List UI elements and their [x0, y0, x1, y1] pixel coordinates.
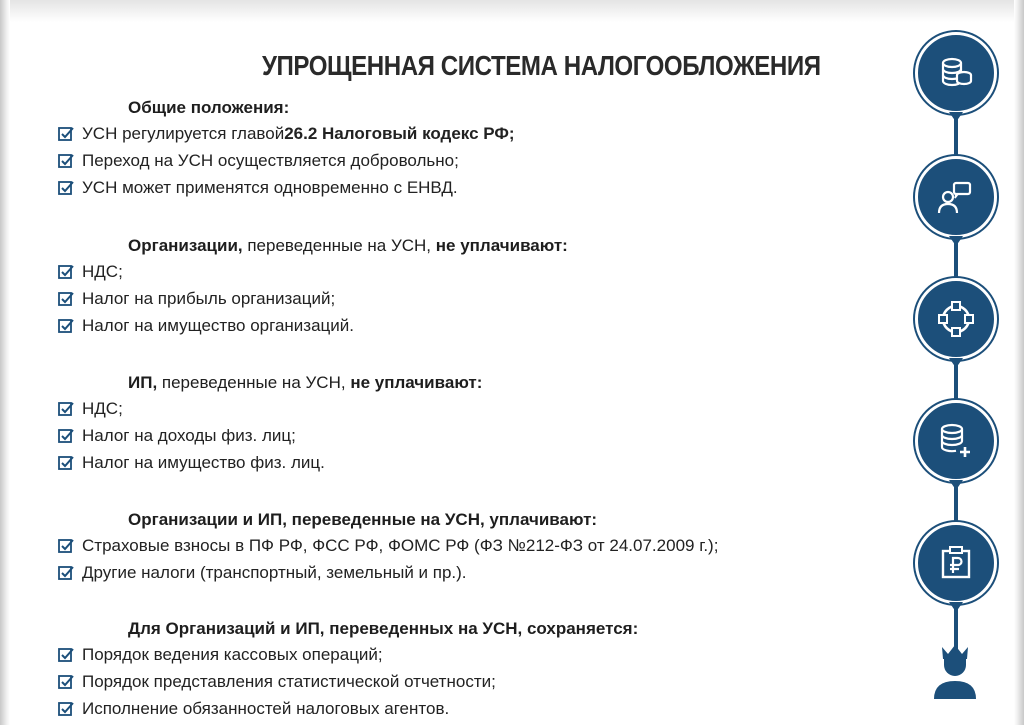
timeline-pin — [949, 112, 963, 122]
slide-right-edge — [1014, 0, 1024, 725]
item-text: Исполнение обязанностей налоговых агентов. — [82, 699, 450, 718]
checkbox-checked-icon — [58, 455, 74, 471]
list-item — [58, 536, 718, 556]
checkbox-checked-icon — [58, 180, 74, 196]
item-text: Порядок представления статистической отчетности; — [82, 672, 496, 691]
timeline-node-ruble — [915, 522, 997, 604]
timeline-node-coins — [915, 32, 997, 114]
item-text: Переход на УСН осуществляется добровольно; — [82, 151, 459, 170]
item-text: УСН может применятся одновременно с ЕНВД. — [82, 178, 458, 197]
timeline-pin — [949, 480, 963, 490]
timeline-pin — [949, 358, 963, 368]
section-heading-organizations — [128, 236, 568, 256]
heading-bold: Для Организаций и ИП, переведенных на УСН, сохраняется: — [128, 619, 639, 638]
heading-bold-end: не уплачивают: — [350, 373, 483, 392]
list-item — [58, 426, 296, 446]
list-item — [58, 453, 325, 473]
section-heading-general — [128, 98, 289, 118]
timeline-pin — [949, 602, 963, 612]
checkbox-checked-icon — [58, 401, 74, 417]
item-text: НДС; — [82, 399, 123, 418]
section-heading-pay — [128, 510, 597, 530]
checkbox-checked-icon — [58, 674, 74, 690]
item-text: Налог на прибыль организаций; — [82, 289, 336, 308]
item-text: УСН регулируется главой — [82, 124, 285, 143]
section-heading-entrepreneurs — [128, 373, 482, 393]
timeline-node-database — [915, 400, 997, 482]
checkbox-checked-icon — [58, 153, 74, 169]
timeline-node-network — [915, 278, 997, 360]
timeline-pin — [949, 236, 963, 246]
checkbox-checked-icon — [58, 428, 74, 444]
list-item — [58, 289, 335, 309]
item-text: Налог на имущество организаций. — [82, 316, 354, 335]
checkbox-checked-icon — [58, 647, 74, 663]
heading-bold: Общие положения: — [128, 98, 290, 117]
network-circle-icon — [936, 299, 976, 339]
section-heading-preserved — [128, 619, 638, 639]
checkbox-checked-icon — [58, 126, 74, 142]
heading-bold-end: не уплачивают: — [435, 236, 568, 255]
coins-stack-icon — [936, 53, 976, 93]
list-item — [58, 645, 383, 665]
timeline-node-consultant — [915, 156, 997, 238]
heading-text: переведенные на УСН, — [157, 373, 351, 392]
heading-text: переведенные на УСН, — [242, 236, 436, 255]
list-item — [58, 399, 123, 419]
list-item — [58, 699, 449, 719]
consultant-chat-icon — [936, 177, 976, 217]
checkbox-checked-icon — [58, 538, 74, 554]
list-item — [58, 672, 496, 692]
person-crown-icon — [932, 641, 978, 699]
item-text: Другие налоги (транспортный, земельный и пр.). — [82, 563, 467, 582]
item-text: Страховые взносы в ПФ РФ, ФСС РФ, ФОМС РФ (ФЗ №212-ФЗ от 24.07.2009 г.); — [82, 536, 719, 555]
item-text: НДС; — [82, 262, 123, 281]
item-bold-text: 26.2 Налоговый кодекс РФ; — [284, 124, 515, 143]
heading-bold: ИП, — [128, 373, 158, 392]
list-item — [58, 151, 459, 171]
slide-left-edge — [0, 0, 10, 725]
heading-bold: Организации и ИП, переведенные на УСН, уплачивают: — [128, 510, 598, 529]
list-item — [58, 262, 123, 282]
item-text: Порядок ведения кассовых операций; — [82, 645, 383, 664]
list-item — [58, 178, 458, 198]
item-text: Налог на имущество физ. лиц. — [82, 453, 325, 472]
checkbox-checked-icon — [58, 291, 74, 307]
checkbox-checked-icon — [58, 701, 74, 717]
heading-bold: Организации, — [128, 236, 243, 255]
ruble-document-icon — [936, 543, 976, 583]
item-text: Налог на доходы физ. лиц; — [82, 426, 296, 445]
list-item — [58, 316, 354, 336]
page-title: УПРОЩЕННАЯ СИСТЕМА НАЛОГООБЛОЖЕНИЯ — [262, 50, 821, 81]
list-item — [58, 124, 515, 144]
checkbox-checked-icon — [58, 264, 74, 280]
list-item — [58, 563, 467, 583]
slide-top-shadow — [0, 0, 1024, 22]
database-add-icon — [936, 421, 976, 461]
checkbox-checked-icon — [58, 318, 74, 334]
checkbox-checked-icon — [58, 565, 74, 581]
